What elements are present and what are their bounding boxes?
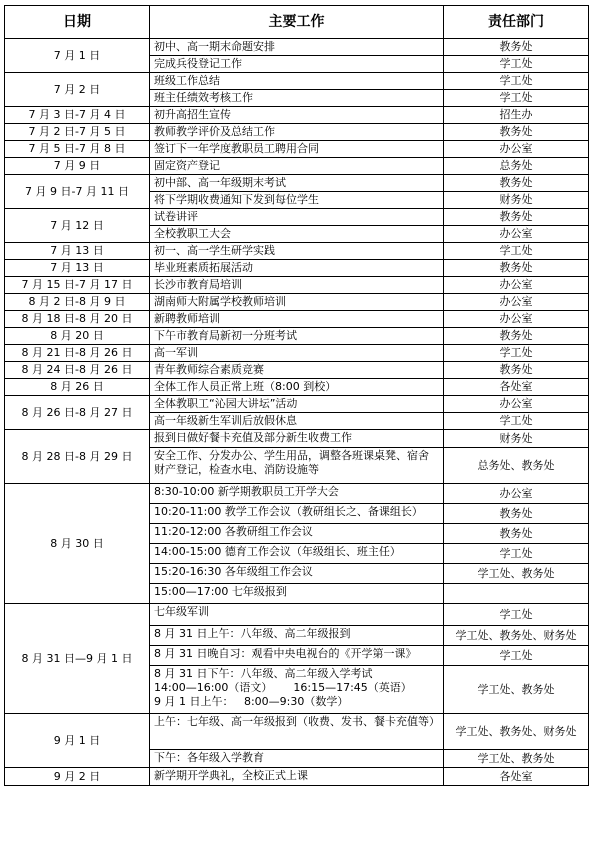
date-cell: 8 月 2 日-8 月 9 日 bbox=[5, 294, 150, 311]
dept-cell: 教务处 bbox=[444, 328, 589, 345]
dept-cell: 学工处 bbox=[444, 646, 589, 666]
table-row bbox=[5, 362, 589, 379]
work-cell: 完成兵役登记工作 bbox=[150, 56, 444, 73]
dept-cell: 教务处 bbox=[444, 524, 589, 544]
date-cell: 8 月 30 日 bbox=[5, 484, 150, 604]
dept-cell: 总务处、教务处 bbox=[444, 448, 589, 484]
dept-cell: 学工处 bbox=[444, 544, 589, 564]
header-date: 日期 bbox=[5, 6, 150, 39]
dept-cell: 办公室 bbox=[444, 396, 589, 413]
work-cell: 湖南师大附属学校教师培训 bbox=[150, 294, 444, 311]
dept-cell: 学工处 bbox=[444, 604, 589, 626]
table-row bbox=[5, 141, 589, 158]
table-row bbox=[5, 714, 589, 750]
dept-cell: 教务处 bbox=[444, 175, 589, 192]
work-cell: 全体教职工“沁园大讲坛”活动 bbox=[150, 396, 444, 413]
header-work: 主要工作 bbox=[150, 6, 444, 39]
date-cell: 8 月 26 日-8 月 27 日 bbox=[5, 396, 150, 430]
dept-cell: 学工处、教务处、财务处 bbox=[444, 714, 589, 750]
date-cell: 7 月 3 日-7 月 4 日 bbox=[5, 107, 150, 124]
table-row bbox=[5, 311, 589, 328]
dept-cell: 教务处 bbox=[444, 362, 589, 379]
date-cell: 7 月 13 日 bbox=[5, 243, 150, 260]
dept-cell: 学工处、教务处 bbox=[444, 750, 589, 768]
work-cell: 8 月 31 日下午：八年级、高二年级入学考试 14:00—16:00（语文） 16:15—17:45（英语） 9 月 1 日上午： 8:00—9:30（数学） bbox=[150, 666, 444, 714]
table-row bbox=[5, 768, 589, 786]
work-cell: 10:20-11:00 教学工作会议（教研组长之、备课组长） bbox=[150, 504, 444, 524]
table-row bbox=[5, 345, 589, 362]
dept-cell: 学工处、教务处 bbox=[444, 564, 589, 584]
work-cell: 固定资产登记 bbox=[150, 158, 444, 175]
dept-cell: 办公室 bbox=[444, 277, 589, 294]
table-row bbox=[5, 277, 589, 294]
dept-cell: 学工处、教务处、财务处 bbox=[444, 626, 589, 646]
schedule-body bbox=[5, 39, 589, 786]
work-cell: 14:00-15:00 德育工作会议（年级组长、班主任） bbox=[150, 544, 444, 564]
header-dept: 责任部门 bbox=[444, 6, 589, 39]
date-cell: 7 月 15 日-7 月 17 日 bbox=[5, 277, 150, 294]
work-cell: 15:00—17:00 七年级报到 bbox=[150, 584, 444, 604]
date-cell: 7 月 2 日-7 月 5 日 bbox=[5, 124, 150, 141]
dept-cell: 财务处 bbox=[444, 430, 589, 448]
table-row bbox=[5, 379, 589, 396]
header-row bbox=[5, 6, 589, 39]
dept-cell: 办公室 bbox=[444, 484, 589, 504]
work-cell: 班主任绩效考核工作 bbox=[150, 90, 444, 107]
date-cell: 9 月 2 日 bbox=[5, 768, 150, 786]
work-cell: 全体工作人员正常上班（8:00 到校） bbox=[150, 379, 444, 396]
work-cell: 15:20-16:30 各年级组工作会议 bbox=[150, 564, 444, 584]
work-cell: 安全工作、分发办公、学生用品，调整各班课桌凳、宿舍财产登记，检查水电、消防设施等 bbox=[150, 448, 444, 484]
date-cell: 8 月 31 日—9 月 1 日 bbox=[5, 604, 150, 714]
dept-cell: 办公室 bbox=[444, 141, 589, 158]
work-cell: 七年级军训 bbox=[150, 604, 444, 626]
table-row bbox=[5, 124, 589, 141]
schedule-table bbox=[4, 5, 589, 786]
dept-cell: 财务处 bbox=[444, 192, 589, 209]
date-cell: 8 月 28 日-8 月 29 日 bbox=[5, 430, 150, 484]
dept-cell: 教务处 bbox=[444, 504, 589, 524]
work-cell: 初中、高一期末命题安排 bbox=[150, 39, 444, 56]
dept-cell: 学工处、教务处 bbox=[444, 666, 589, 714]
dept-cell: 学工处 bbox=[444, 243, 589, 260]
dept-cell: 各处室 bbox=[444, 379, 589, 396]
work-cell: 试卷讲评 bbox=[150, 209, 444, 226]
work-cell: 班级工作总结 bbox=[150, 73, 444, 90]
work-cell: 初升高招生宣传 bbox=[150, 107, 444, 124]
table-row bbox=[5, 158, 589, 175]
date-cell: 7 月 9 日 bbox=[5, 158, 150, 175]
table-row bbox=[5, 73, 589, 90]
table-row bbox=[5, 39, 589, 56]
work-cell: 下午：各年级入学教育 bbox=[150, 750, 444, 768]
dept-cell: 各处室 bbox=[444, 768, 589, 786]
dept-cell: 学工处 bbox=[444, 345, 589, 362]
table-row bbox=[5, 243, 589, 260]
table-row bbox=[5, 294, 589, 311]
table-row bbox=[5, 260, 589, 277]
work-cell: 新聘教师培训 bbox=[150, 311, 444, 328]
dept-cell: 办公室 bbox=[444, 294, 589, 311]
work-cell: 教师教学评价及总结工作 bbox=[150, 124, 444, 141]
dept-cell: 招生办 bbox=[444, 107, 589, 124]
work-cell: 毕业班素质拓展活动 bbox=[150, 260, 444, 277]
table-row bbox=[5, 430, 589, 448]
work-cell: 8 月 31 日上午：八年级、高二年级报到 bbox=[150, 626, 444, 646]
dept-cell: 学工处 bbox=[444, 413, 589, 430]
work-cell: 8 月 31 日晚自习：观看中央电视台的《开学第一课》 bbox=[150, 646, 444, 666]
work-cell: 初一、高一学生研学实践 bbox=[150, 243, 444, 260]
work-cell: 新学期开学典礼，全校正式上课 bbox=[150, 768, 444, 786]
table-row bbox=[5, 604, 589, 626]
table-row bbox=[5, 484, 589, 504]
dept-cell: 办公室 bbox=[444, 226, 589, 243]
work-cell: 8:30-10:00 新学期教职员工开学大会 bbox=[150, 484, 444, 504]
dept-cell: 教务处 bbox=[444, 260, 589, 277]
work-cell: 11:20-12:00 各教研组工作会议 bbox=[150, 524, 444, 544]
date-cell: 7 月 5 日-7 月 8 日 bbox=[5, 141, 150, 158]
table-row bbox=[5, 107, 589, 124]
dept-cell: 办公室 bbox=[444, 311, 589, 328]
date-cell: 8 月 24 日-8 月 26 日 bbox=[5, 362, 150, 379]
dept-cell: 学工处 bbox=[444, 90, 589, 107]
work-cell: 高一军训 bbox=[150, 345, 444, 362]
work-cell: 全校教职工大会 bbox=[150, 226, 444, 243]
work-cell: 下午市教育局新初一分班考试 bbox=[150, 328, 444, 345]
dept-cell: 教务处 bbox=[444, 124, 589, 141]
work-cell: 初中部、高一年级期末考试 bbox=[150, 175, 444, 192]
dept-cell: 教务处 bbox=[444, 209, 589, 226]
dept-cell bbox=[444, 584, 589, 604]
date-cell: 7 月 1 日 bbox=[5, 39, 150, 73]
dept-cell: 教务处 bbox=[444, 39, 589, 56]
work-cell: 高一年级新生军训后放假休息 bbox=[150, 413, 444, 430]
work-cell: 青年教师综合素质竞赛 bbox=[150, 362, 444, 379]
table-row bbox=[5, 328, 589, 345]
work-cell: 将下学期收费通知下发到每位学生 bbox=[150, 192, 444, 209]
date-cell: 9 月 1 日 bbox=[5, 714, 150, 768]
dept-cell: 学工处 bbox=[444, 73, 589, 90]
table-row bbox=[5, 209, 589, 226]
dept-cell: 总务处 bbox=[444, 158, 589, 175]
date-cell: 8 月 26 日 bbox=[5, 379, 150, 396]
date-cell: 7 月 2 日 bbox=[5, 73, 150, 107]
date-cell: 8 月 20 日 bbox=[5, 328, 150, 345]
date-cell: 7 月 12 日 bbox=[5, 209, 150, 243]
dept-cell: 学工处 bbox=[444, 56, 589, 73]
work-cell: 签订下一年学度教职员工聘用合同 bbox=[150, 141, 444, 158]
work-cell: 上午：七年级、高一年级报到（收费、发书、餐卡充值等） bbox=[150, 714, 444, 750]
date-cell: 8 月 18 日-8 月 20 日 bbox=[5, 311, 150, 328]
work-cell: 报到日做好餐卡充值及部分新生收费工作 bbox=[150, 430, 444, 448]
table-row bbox=[5, 175, 589, 192]
table-row bbox=[5, 396, 589, 413]
date-cell: 7 月 13 日 bbox=[5, 260, 150, 277]
date-cell: 7 月 9 日-7 月 11 日 bbox=[5, 175, 150, 209]
date-cell: 8 月 21 日-8 月 26 日 bbox=[5, 345, 150, 362]
work-cell: 长沙市教育局培训 bbox=[150, 277, 444, 294]
